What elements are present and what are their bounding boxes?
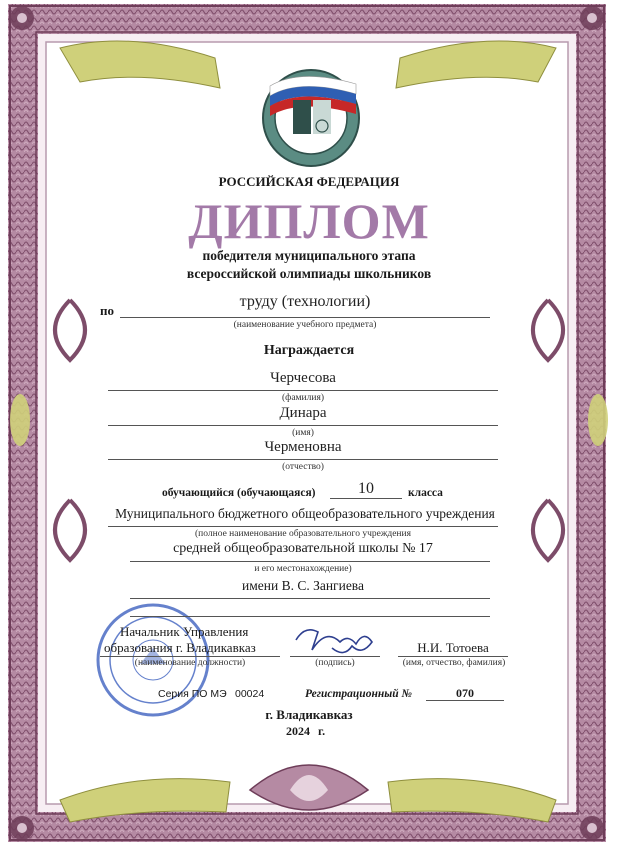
school-line2: средней общеобразовательной школы № 17: [173, 541, 433, 556]
surname-value: Черчесова: [270, 370, 336, 386]
footer-year: 2024: [286, 724, 310, 738]
position-caption: (наименование должности): [134, 658, 246, 668]
subject-caption: (наименование учебного предмета): [233, 320, 377, 330]
grade-label: обучающийся (обучающаяся): [162, 487, 316, 499]
series-number: 00024: [235, 688, 265, 700]
registration-label: Регистрационный №: [305, 688, 412, 700]
signer-caption: (имя, отчество, фамилия): [402, 658, 506, 668]
footer-year-suffix: г.: [318, 724, 326, 738]
name-caption: (имя): [292, 428, 314, 438]
patronymic-value: Черменовна: [264, 439, 342, 455]
subtitle-line2: всероссийской олимпиады школьников: [186, 266, 432, 281]
country-heading: РОССИЙСКАЯ ФЕДЕРАЦИЯ: [218, 174, 400, 189]
surname-caption: (фамилия): [282, 393, 324, 403]
footer-city: г. Владикавказ: [265, 707, 353, 722]
subject-value: труду (технологии): [239, 293, 371, 310]
award-heading: Награждается: [263, 343, 355, 358]
series-label: Серия ПО МЭ: [158, 688, 227, 700]
patronymic-caption: (отчество): [282, 462, 324, 472]
grade-value: 10: [358, 480, 374, 497]
position-line1: Начальник Управления: [120, 624, 249, 639]
signature-caption: (подпись): [315, 658, 355, 668]
school-line3: имени В. С. Зангиева: [241, 578, 364, 593]
subject-prefix: по: [100, 303, 114, 318]
subtitle-line1: победителя муниципального этапа: [202, 248, 416, 263]
olympiad-emblem-icon: [263, 70, 359, 166]
school-caption1: (полное наименование образовательного учреждения: [195, 529, 411, 539]
position-line2: образования г. Владикавказ: [104, 640, 256, 655]
grade-suffix: класса: [408, 487, 443, 499]
school-line1: Муниципального бюджетного общеобразовательного учреждения: [115, 506, 495, 521]
school-caption2: и его местонахождение): [254, 564, 352, 574]
registration-number: 070: [456, 686, 474, 700]
name-value: Динара: [279, 405, 327, 421]
diploma-title: ДИПЛОМ: [188, 193, 430, 249]
signer-name: Н.И. Тотоева: [417, 640, 489, 655]
